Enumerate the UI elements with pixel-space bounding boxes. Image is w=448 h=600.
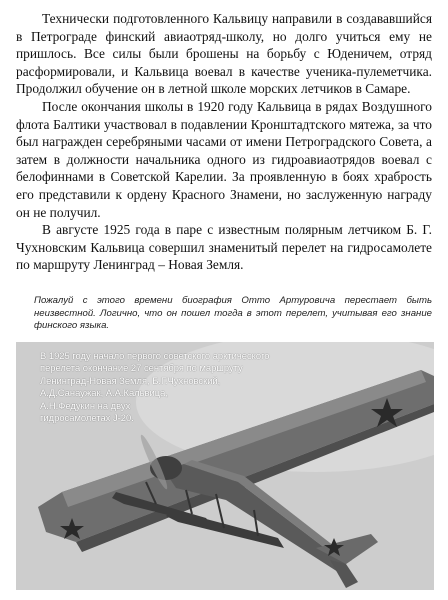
seaplane-photo (16, 342, 434, 590)
paragraph-2: После окончания школы в 1920 году Кальвица в рядах Воздушного флота Балтики участвовал в подавлении Кронштадтского мятежа, за что был награжден серебряными часами от имени Петроградского Совета, а затем в должности начальника одного из гидроавиаотрядов воевал с белофиннами в Советской Карелии. За проявленную в боях храбрость его представили к ордену Красного Знамени, но заслуженную награду он не получил. (16, 98, 432, 220)
paragraph-3: В августе 1925 года в паре с известным полярным летчиком Б. Г. Чухновским Кальвица совершил знаменитый перелет на гидросамолете по маршруту Ленинград – Новая Земля. (16, 222, 432, 273)
paragraph-1: Технически подготовленного Кальвицу направили в создававшийся в Петрограде финский авиаотряд-школу, но долго учиться ему не пришлось. Все силы были брошены на борьбу с Юденичем, отряд расформировали, и Кальвица воевал в качестве ученика-пулеметчика. Продолжил обучение он в летной школе морских летчиков в Самаре. (16, 11, 432, 97)
photo-caption: В 1925 году начало первого советского арктического перелета окончание 27 сентября по маршруту Ленинград-Новая Земля, Б.Г.Чухновский, А.Д.Санаужак, А.А.Кальвица, А.Н.Федукин на двух гидросамолетах J-20. (40, 350, 270, 424)
article-body (16, 10, 432, 274)
italic-note: Пожалуй с этого времени биография Отто Артуровича перестает быть неизвестной. Логично, что он пошел тогда в этот перелет, учитывая его знание финского языка. (34, 295, 432, 332)
